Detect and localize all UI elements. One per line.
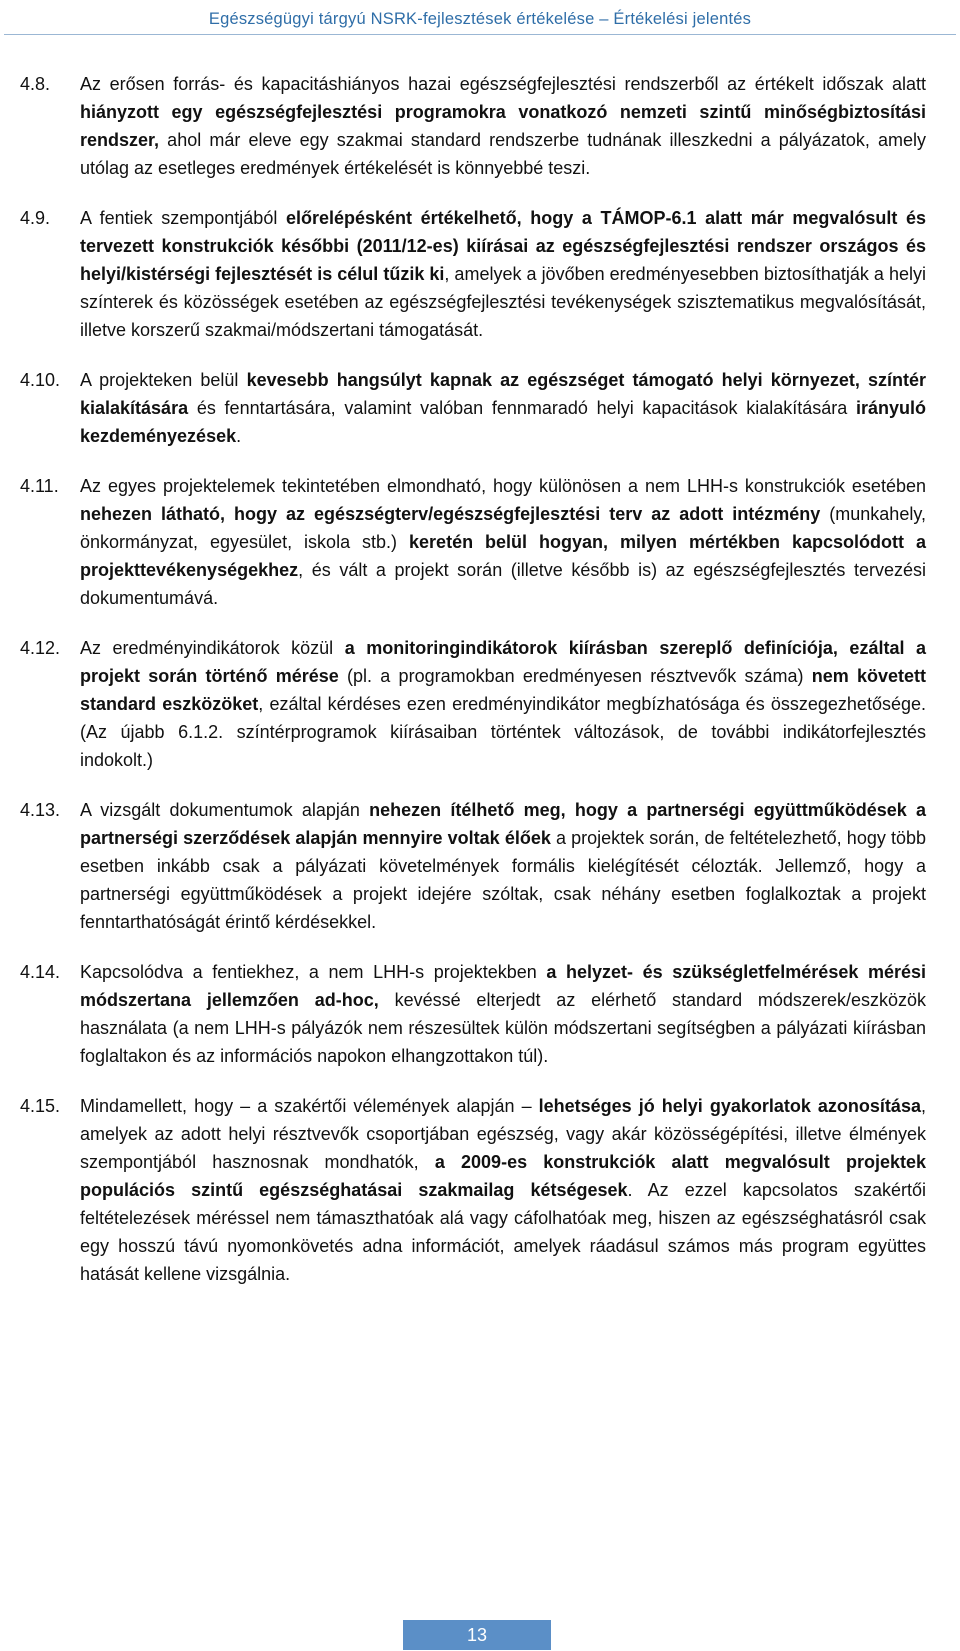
emphasized-text: nehezen látható, hogy az egészségterv/egészségfejlesztési terv az adott intézmény	[80, 504, 821, 524]
numbered-paragraph	[20, 796, 926, 936]
emphasized-text: irányuló kezdeményezések	[80, 398, 926, 446]
paragraph-number: 4.14.	[20, 962, 61, 982]
numbered-paragraph	[20, 472, 926, 612]
paragraph-text: Az eredményindikátorok közül	[80, 638, 345, 658]
emphasized-text: előrelépésként értékelhető, hogy a TÁMOP-6.1 alatt már megvalósult és tervezett konstrukciók későbbi (2011/12-es) kiírásai az egészségfejlesztési rendszer országos és helyi/kistérségi fejlesztését is célul tűzik ki	[80, 208, 926, 284]
emphasized-text: kevesebb hangsúlyt kapnak az egészséget támogató helyi környezet, színtér kialakítására	[80, 370, 926, 418]
paragraph-text: (pl. a programokban eredményesen résztvevők száma)	[338, 666, 812, 686]
numbered-paragraph	[20, 958, 926, 1070]
paragraph-number: 4.10.	[20, 370, 61, 390]
paragraph-text: . Az ezzel kapcsolatos szakértői feltételezések méréssel nem támaszthatóak alá vagy cáfolhatóak meg, hiszen az egészséghatásról csak egy hosszú távú nyomonkövetés adna információt, amelyek ráadásul számos más program együttes hatását kellene vizsgálnia.	[80, 1180, 926, 1284]
numbered-paragraph	[20, 1092, 926, 1288]
paragraph-text: , és vált a projekt során (illetve később is) az egészségfejlesztés tervezési dokumentumává.	[80, 560, 926, 608]
paragraph-text: a projektek során, de feltételezhető, hogy több esetben inkább csak a pályázati követelmények formális kielégítését célozták. Jellemző, hogy a partnerségi együttműködések a projekt idejére szóltak, csak néhány esetben foglalkoztak a projekt fenntarthatóságát érintő kérdésekkel.	[80, 828, 926, 932]
paragraph-text: ahol már eleve egy szakmai standard rendszerbe tudnának illeszkedni a pályázatok, amely utólag az esetleges eredmények értékelését is könnyebbé teszi.	[80, 130, 926, 178]
paragraph-text: Az egyes projektelemek tekintetében elmondható, hogy különösen a nem LHH-s konstrukciók esetében	[80, 476, 926, 496]
numbered-paragraph	[20, 366, 926, 450]
paragraph-number: 4.15.	[20, 1096, 61, 1116]
paragraph-text: A vizsgált dokumentumok alapján	[80, 800, 370, 820]
paragraph-number: 4.13.	[20, 800, 61, 820]
paragraph-number: 4.12.	[20, 638, 61, 658]
emphasized-text: nehezen ítélhető meg, hogy a partnerségi együttműködések a partnerségi szerződések alapján mennyire voltak élőek	[80, 800, 926, 848]
paragraph-text: A fentiek szempontjából	[80, 208, 286, 228]
running-header: Egészségügyi tárgyú NSRK-fejlesztések értékelése – Értékelési jelentés	[208, 10, 752, 28]
emphasized-text: lehetséges jó helyi gyakorlatok azonosítása	[538, 1096, 921, 1116]
emphasized-text: a helyzet- és szükségletfelmérések mérési módszertana jellemzően ad-hoc,	[80, 962, 926, 1010]
numbered-paragraph	[20, 204, 926, 344]
header-divider	[4, 34, 956, 35]
paragraph-text: kevéssé elterjedt az elérhető standard módszerek/eszközök használata (a nem LHH-s pályázók nem részesültek külön módszertani segítségben a pályázati kiírásban foglaltakon és az információs napokon elhangzottakon túl).	[80, 990, 926, 1066]
numbered-paragraph	[20, 634, 926, 774]
paragraph-text: , ezáltal kérdéses ezen eredményindikátor megbízhatósága és összegezhetősége. (Az újabb 6.1.2. színtérprogramok kiírásaiban történtek változások, de további indikátorfejlesztés indokolt.)	[80, 694, 926, 770]
paragraph-text: , amelyek a jövőben eredményesebben biztosíthatják a helyi színterek és közösségek esetében az egészségfejlesztési tevékenységek szisztematikus megvalósítását, illetve korszerű szakmai/módszertani támogatását.	[80, 264, 926, 340]
paragraph-text: , amelyek az adott helyi résztvevők csoportjában egészség, vagy akár közösségépítési, illetve élmények szempontjából hasznosnak mondhatók,	[80, 1096, 926, 1172]
emphasized-text: nem követett standard eszközöket	[80, 666, 926, 714]
paragraph-text: .	[236, 426, 242, 446]
emphasized-text: a monitoringindikátorok kiírásban szereplő definíciója, ezáltal a projekt során történő mérése	[80, 638, 926, 686]
emphasized-text: hiányzott egy egészségfejlesztési programokra vonatkozó nemzeti szintű minőségbiztosítási rendszer,	[80, 102, 926, 150]
paragraph-text: és fenntartására, valamint valóban fennmaradó helyi kapacitások kialakítására	[188, 398, 856, 418]
paragraph-number: 4.11.	[20, 476, 59, 496]
paragraph-text: (munkahely, önkormányzat, egyesület, iskola stb.)	[80, 504, 926, 552]
page-number-badge: 13	[403, 1620, 551, 1650]
paragraph-number: 4.8.	[20, 74, 51, 94]
numbered-paragraph	[20, 70, 926, 182]
paragraph-text: A projekteken belül	[80, 370, 247, 390]
document-body	[20, 70, 926, 1310]
paragraph-text: Mindamellett, hogy – a szakértői vélemények alapján –	[80, 1096, 539, 1116]
emphasized-text: keretén belül hogyan, milyen mértékben kapcsolódott a projekttevékenységekhez	[80, 532, 926, 580]
emphasized-text: a 2009-es konstrukciók alatt megvalósult projektek populációs szintű egészséghatásai szakmailag kétségesek	[80, 1152, 926, 1200]
paragraph-text: Az erősen forrás- és kapacitáshiányos hazai egészségfejlesztési rendszerből az értékelt időszak alatt	[80, 74, 926, 94]
paragraph-number: 4.9.	[20, 208, 51, 228]
paragraph-text: Kapcsolódva a fentiekhez, a nem LHH-s projektekben	[80, 962, 547, 982]
